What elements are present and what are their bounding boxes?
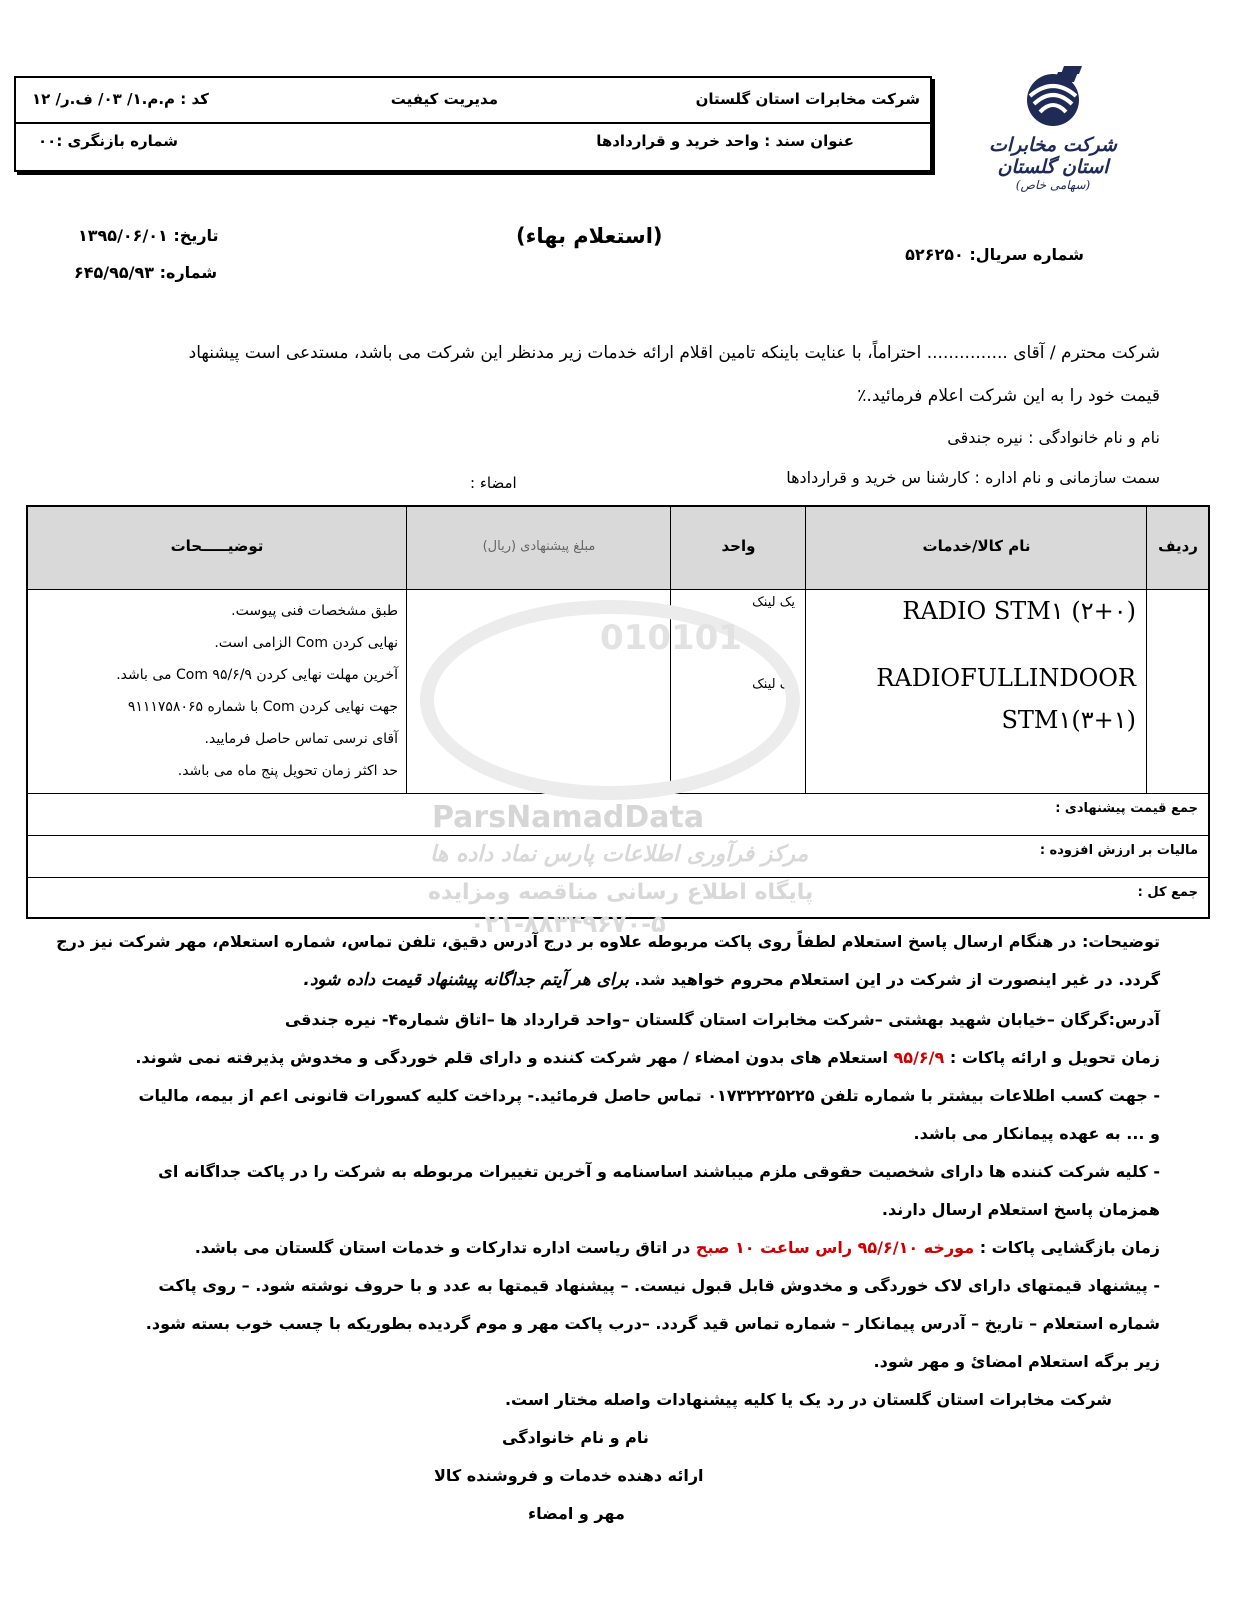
header-company: شرکت مخابرات استان گلستان [695, 90, 920, 108]
header-revision: شماره بازنگری :۰۰ [38, 132, 179, 150]
footer-seal: مهر و امضاء [528, 1504, 625, 1523]
item-unit-1: یک لینک [752, 595, 795, 610]
th-price: مبلغ پیشنهادی (ریال) [482, 539, 596, 554]
document-header [14, 76, 932, 172]
footer-name: نام و نام خانوادگی [502, 1428, 649, 1447]
footer-provider: ارائه دهنده خدمات و فروشنده کالا [434, 1466, 704, 1485]
notes-opening [195, 1238, 1160, 1257]
desc-line: جهت نهایی کردن Com با شماره ۹۱۱۱۷۵۸۰۶۵ [127, 699, 398, 715]
company-logo [968, 66, 1138, 192]
notes-address: آدرس:گرگان –خیابان شهید بهشتی –شرکت مخابرات استان گلستان –واحد قرارداد ها –اتاق شماره۴- نیره جندقی [284, 1010, 1160, 1029]
notes-info-2: و ... به عهده پیمانکار می باشد. [913, 1124, 1160, 1143]
item-name-2: RADIOFULLINDOOR STM۱(۳+۱) [876, 664, 1136, 734]
desc-line: آقای نرسی تماس حاصل فرمایید. [204, 731, 398, 747]
watermark-line-1: مرکز فرآوری اطلاعات پارس نماد داده ها [430, 842, 809, 867]
th-row: ردیف [1158, 537, 1198, 555]
header-code: کد : م.م.۱/ ۰۳/ ف.ر/ ۱۲ [32, 90, 209, 108]
notes-delivery [135, 1048, 1160, 1067]
vat-label: مالیات بر ارزش افزوده : [1039, 843, 1198, 858]
letter-line-2: قیمت خود را به این شرکت اعلام فرمائید.٪ [857, 386, 1160, 406]
notes-rule-3: زیر برگه استعلام امضائ و مهر شود. [873, 1352, 1160, 1371]
opening-date: مورخه ۹۵/۶/۱۰ راس ساعت ۱۰ صبح [695, 1238, 975, 1257]
watermark-brand: ParsNamadData [432, 800, 705, 835]
notes-line-2a: گردد. در غیر اینصورت از شرکت در این استعلام محروم خواهید شد. [634, 970, 1160, 989]
delivery-text: استعلام های بدون امضاء / مهر شرکت کننده و دارای قلم خوردگی و مخدوش پذیرفته نمی شوند. [135, 1048, 888, 1067]
desc-line: حد اکثر زمان تحویل پنج ماه می باشد. [177, 763, 398, 779]
notes-line-1: توضیحات: در هنگام ارسال پاسخ استعلام لطفاً روی پاکت مربوطه علاوه بر درج آدرس دقیق، تلفن تماس، شماره استعلام، مهر شرکت نیز درج [56, 932, 1160, 951]
th-desc: توضیـــــحات [170, 537, 264, 555]
signature-label: امضاء : [470, 474, 517, 492]
delivery-date: ۹۵/۶/۹ [893, 1048, 945, 1067]
delivery-label: زمان تحویل و ارائه پاکات : [949, 1048, 1160, 1067]
notes-rule-2: شماره استعلام – تاریخ – آدرس پیمانکار – شماره تماس قید گردد. –درب پاکت مهر و موم گردیده بطوریکه با چسب خوب بسته شود. [145, 1314, 1160, 1333]
desc-line: نهایی کردن Com الزامی است. [214, 635, 398, 651]
total-offer-label: جمع قیمت پیشنهادی : [1055, 801, 1198, 816]
opening-text: در اتاق ریاست اداره تدارکات و خدمات استان گلستان می باشد. [194, 1238, 691, 1257]
serial-number: شماره سریال: ۵۲۶۲۵۰ [905, 245, 1084, 264]
telecom-logo-icon [1018, 66, 1088, 128]
description-list [36, 595, 398, 787]
notes-line-2 [303, 970, 1160, 990]
notes-legal-1: - کلیه شرکت کننده ها دارای شخصیت حقوقی ملزم میباشند اساسنامه و آخرین تغییرات مربوطه به شرکت را در پاکت جداگانه ای [158, 1162, 1160, 1181]
document-title: (استعلام بهاء) [516, 224, 663, 248]
watermark-line-2: پایگاه اطلاع رسانی مناقصه ومزایده [428, 880, 814, 905]
requester-name: نام و نام خانوادگی : نیره جندقی [947, 428, 1160, 447]
notes-legal-2: همزمان پاسخ استعلام ارسال دارند. [881, 1200, 1160, 1219]
notes-line-2b: برای هر آیتم جداگانه پیشنهاد قیمت داده شود. [303, 970, 629, 990]
document-number: شماره: ۶۴۵/۹۵/۹۳ [74, 263, 218, 282]
logo-name: شرکت مخابرات استان گلستان [989, 134, 1117, 178]
logo-sub: (سهامی خاص) [1015, 178, 1091, 192]
notes-rights: شرکت مخابرات استان گلستان در رد یک یا کلیه پیشنهادات واصله مختار است. [504, 1390, 1112, 1409]
header-quality: مدیریت کیفیت [390, 90, 498, 108]
opening-label: زمان بازگشایی پاکات : [979, 1238, 1160, 1257]
letter-line-1: شرکت محترم / آقای ............... احتراماً، با عنایت باینکه تامین اقلام ارائه خدمات زیر مدنظر این شرکت می باشد، مستدعی است پیشنهاد [188, 343, 1160, 363]
th-unit: واحد [721, 537, 756, 555]
item-unit-2: یک لینک [752, 677, 795, 692]
requester-position: سمت سازمانی و نام اداره : کارشنا س خرید و قراردادها [786, 468, 1160, 487]
desc-line: آخرین مهلت نهایی کردن Com ۹۵/۶/۹ می باشد. [116, 667, 398, 683]
item-name-1: RADIO STM۱ (۲+۰) [902, 597, 1136, 625]
th-item: نام کالا/خدمات [922, 537, 1031, 555]
document-date: تاریخ: ۱۳۹۵/۰۶/۰۱ [78, 226, 219, 245]
header-doc-title: عنوان سند : واحد خرید و قراردادها [596, 132, 854, 150]
watermark-phone: ۰۲۱-۸۸۳۴۹۶۷۰-۵ [470, 910, 666, 938]
notes-info-1: - جهت کسب اطلاعات بیشتر با شماره تلفن ۰۱۷۳۲۲۲۵۲۲۵ تماس حاصل فرمائید.- پرداخت کلیه کسورات قانونی اعم از بیمه، مالیات [138, 1086, 1160, 1105]
desc-line: طبق مشخصات فنی پیوست. [231, 603, 398, 619]
header-divider [16, 122, 930, 124]
items-table [26, 505, 1210, 919]
grand-total-label: جمع کل : [1137, 885, 1198, 900]
watermark-digits: 010101 [600, 618, 742, 658]
notes-rule-1: - پیشنهاد قیمتهای دارای لاک خوردگی و مخدوش قابل قبول نیست. – پیشنهاد قیمتها به عدد و با حروف نوشته شود. – روی پاکت [158, 1276, 1160, 1295]
